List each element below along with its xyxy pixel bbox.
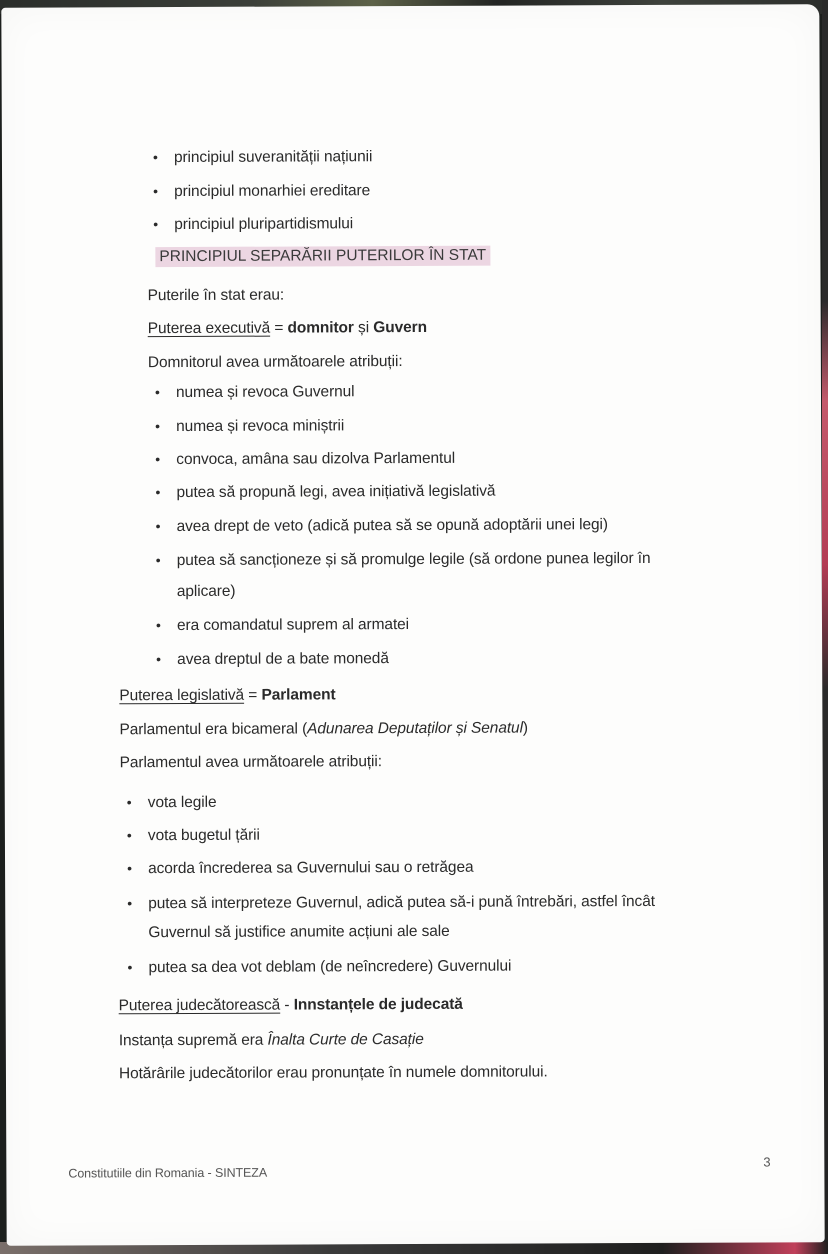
list-item: • acorda încrederea sa Guvernului sau o retrăgea [148,859,473,878]
executive-power-line: Puterea executivă = domnitor și Guvern [147,318,427,338]
domnitor-attributions-intro: Domnitorul avea următoarele atribuții: [147,353,403,372]
list-item: • putea să sancționeze și să promulge legile (să ordone punea legilor în [177,550,651,570]
parliament-attributions-intro: Parlamentul avea următoarele atribuții: [119,753,382,772]
footer-title: Constitutiile din Romania - SINTEZA [68,1165,268,1181]
powers-intro: Puterile în stat erau: [147,286,285,305]
list-item-continuation: aplicare) [176,582,236,601]
legislative-power-label: Puterea legislativă [119,686,245,705]
list-item: • principiul pluripartidismului [174,215,353,234]
executive-power-label: Puterea executivă [147,319,271,338]
list-item: • principiul suveranității națiunii [174,148,372,167]
list-item: • avea dreptul de a bate monedă [177,650,389,669]
list-item: • numea și revoca miniștrii [176,417,344,436]
judicial-decisions: Hotărârile judecătorilor erau pronunțate în numele domnitorului. [118,1063,548,1083]
parliament-bicameral: Parlamentul era bicameral (Adunarea Deputaților și Senatul) [119,719,529,739]
supreme-court-line: Instanța supremă era Înalta Curte de Casație [118,1030,424,1050]
list-item: • putea sa dea vot deblam (de neîncredere) Guvernului [148,958,511,978]
supreme-court-name: Înalta Curte de Casație [267,1030,424,1049]
list-item: • putea să interpreteze Guvernul, adică putea să-i pună întrebări, astfel încât [148,893,655,913]
legislative-holder: Parlament [261,686,336,704]
list-item: • era comandatul suprem al armatei [177,616,409,635]
section-heading-text: PRINCIPIUL SEPARĂRII PUTERILOR ÎN STAT [155,246,490,267]
list-item: • convoca, amâna sau dizolva Parlamentul [176,450,455,469]
list-item: • vota bugetul țării [148,827,260,845]
list-item: • vota legile [148,794,217,812]
executive-holder-domnitor: domnitor [287,319,354,337]
list-item: • numea și revoca Guvernul [176,383,355,402]
judicial-power-line: Puterea judecătorească - Innstanțele de judecată [118,995,463,1015]
section-heading [155,247,490,266]
judicial-power-label: Puterea judecătorească [118,996,281,1015]
parliament-chambers: Adunarea Deputaților și Senatul [307,719,523,738]
list-item-continuation: Guvernul să justifice anumite acțiuni ale sale [148,922,450,942]
list-item: • avea drept de veto (adică putea să se opună adoptării unei legi) [177,516,608,536]
legislative-power-line: Puterea legislativă = Parlament [119,686,336,705]
judicial-holder: Innstanțele de judecată [293,995,463,1014]
page-number: 3 [763,1154,771,1170]
executive-holder-guvern: Guvern [373,318,427,337]
document-page [1,4,824,1246]
list-item: • principiul monarhiei ereditare [174,182,370,201]
list-item: • putea să propună legi, avea inițiativă legislativă [176,483,495,502]
